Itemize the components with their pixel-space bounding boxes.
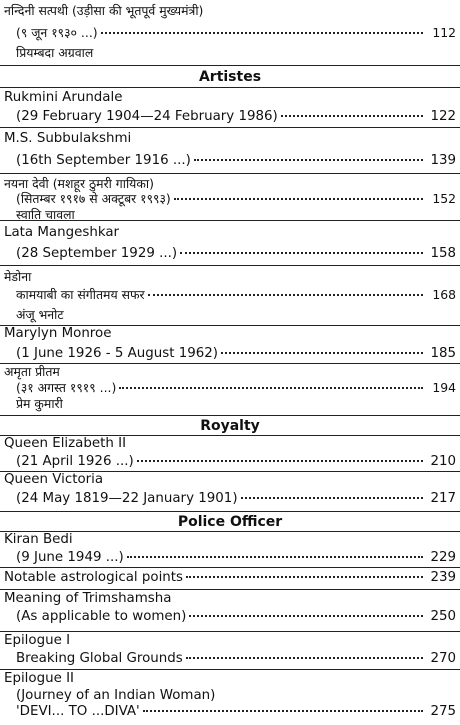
toc-entry	[0, 631, 460, 670]
entry-title	[4, 89, 456, 107]
dot-leader	[119, 387, 423, 389]
entry-subline	[16, 24, 456, 42]
page-number: 158	[430, 246, 456, 261]
toc-entry	[0, 363, 460, 416]
dot-leader	[180, 252, 423, 254]
page-number: 112	[432, 25, 456, 40]
entry-text: Lata Mangeshkar	[4, 225, 120, 240]
entry-text: मेडोना	[4, 269, 32, 284]
entry-text: Marylyn Monroe	[4, 326, 112, 341]
entry-text: 'DEVI... TO ...DIVA'	[16, 704, 140, 719]
entry-title	[4, 325, 456, 343]
page-number: 122	[430, 109, 456, 124]
entry-title	[4, 2, 456, 20]
page-number: 250	[430, 609, 456, 624]
entry-subline	[16, 345, 456, 363]
entry-text: स्वाति चावला	[16, 207, 75, 222]
dot-leader	[143, 710, 423, 712]
toc-entry	[0, 531, 460, 568]
page-number: 217	[430, 491, 456, 506]
page-number: 270	[430, 651, 456, 666]
entry-text: कामयाबी का संगीतमय सफर	[16, 287, 145, 302]
entry-text: (21 April 1926 ...)	[16, 454, 134, 469]
entry-title	[4, 224, 456, 242]
dot-leader	[137, 460, 423, 462]
entry-text: Epilogue I	[4, 633, 71, 648]
page-number: 168	[432, 287, 456, 302]
toc-entry	[0, 435, 460, 472]
entry-text: Meaning of Trimshamsha	[4, 591, 172, 606]
dot-leader	[186, 576, 423, 578]
page-number: 275	[430, 704, 456, 719]
section-heading: Artistes	[0, 65, 460, 88]
entry-text: Kiran Bedi	[4, 532, 73, 547]
entry-text: नन्दिनी सत्पथी (उड़ीसा की भूतपूर्व मुख्यमंत्री)	[4, 3, 204, 18]
entry-subline	[16, 549, 456, 567]
toc-entry	[0, 589, 460, 632]
dot-leader	[189, 615, 423, 617]
page-number: 239	[430, 570, 456, 585]
toc-entry	[0, 220, 460, 266]
entry-text: (16th September 1916 ...)	[16, 153, 191, 168]
entry-subline	[16, 306, 456, 324]
entry-title	[4, 632, 456, 650]
dot-leader	[221, 352, 423, 354]
toc-entry	[0, 87, 460, 128]
entry-title	[4, 531, 456, 549]
entry-text: अमृता प्रीतम	[4, 364, 60, 379]
entry-title	[4, 590, 456, 608]
entry-text: (३१ अगस्त १९१९ ...)	[16, 380, 117, 395]
entry-text: (28 September 1929 ...)	[16, 246, 178, 261]
entry-title	[4, 435, 456, 453]
page-number: 139	[430, 153, 456, 168]
entry-text: (९ जून १९३० ...)	[16, 25, 98, 40]
entry-title	[4, 268, 456, 286]
entry-text: Breaking Global Grounds	[16, 651, 183, 666]
toc-entry	[0, 173, 460, 221]
dot-leader	[281, 115, 423, 117]
page-number: 185	[430, 346, 456, 361]
entry-text: नयना देवी (मशहूर ठुमरी गायिका)	[4, 176, 154, 191]
toc-entry	[0, 0, 460, 65]
entry-text: (1 June 1926 - 5 August 1962)	[16, 346, 219, 361]
toc-entry	[0, 325, 460, 364]
entry-text: Epilogue II	[4, 671, 74, 686]
entry-text: (Journey of an Indian Woman)	[16, 688, 216, 703]
entry-subline	[16, 608, 456, 626]
dot-leader	[186, 657, 423, 659]
entry-subline	[16, 245, 456, 263]
entry-text: (As applicable to women)	[16, 609, 187, 624]
entry-title	[4, 471, 456, 489]
entry-text: अंजू भनोट	[16, 307, 64, 322]
toc-entry	[0, 669, 460, 725]
toc-entry	[0, 127, 460, 174]
entry-subline	[16, 108, 456, 126]
toc-entry	[0, 471, 460, 512]
entry-title	[4, 130, 456, 148]
dot-leader	[194, 159, 423, 161]
entry-subline	[16, 152, 456, 170]
entry-subline	[16, 286, 456, 304]
dot-leader	[127, 556, 423, 558]
page-number: 229	[430, 550, 456, 565]
dot-leader	[148, 294, 423, 296]
entry-title	[4, 670, 456, 688]
entry-subline	[16, 703, 456, 721]
entry-subline	[16, 490, 456, 508]
entry-subline	[16, 453, 456, 471]
toc-entry	[0, 265, 460, 326]
entry-subline	[16, 44, 456, 62]
section-heading: Royalty	[0, 415, 460, 436]
entry-text: प्रियम्बदा अग्रवाल	[16, 45, 94, 60]
entry-text: (9 June 1949 ...)	[16, 550, 124, 565]
entry-text: (24 May 1819—22 January 1901)	[16, 491, 238, 506]
entry-subline	[16, 395, 456, 413]
section-heading: Police Officer	[0, 511, 460, 532]
entry-text: Notable astrological points	[4, 570, 184, 585]
entry-text: (29 February 1904—24 February 1986)	[16, 109, 278, 124]
dot-leader	[241, 497, 423, 499]
entry-text: Rukmini Arundale	[4, 90, 123, 105]
toc-entry	[0, 567, 460, 590]
page-number: 194	[432, 380, 456, 395]
dot-leader	[101, 32, 423, 34]
entry-text: Queen Victoria	[4, 472, 104, 487]
dot-leader	[174, 198, 423, 200]
entry-text: M.S. Subbulakshmi	[4, 131, 132, 146]
page-number: 210	[430, 454, 456, 469]
page-number: 152	[432, 191, 456, 206]
entry-text: प्रेम कुमारी	[16, 396, 63, 411]
entry-text: Queen Elizabeth II	[4, 436, 127, 451]
entry-subline	[16, 650, 456, 668]
entry-title	[4, 569, 456, 587]
entry-text: (सितम्बर १९१७ से अक्टूबर १९९३)	[16, 191, 171, 206]
